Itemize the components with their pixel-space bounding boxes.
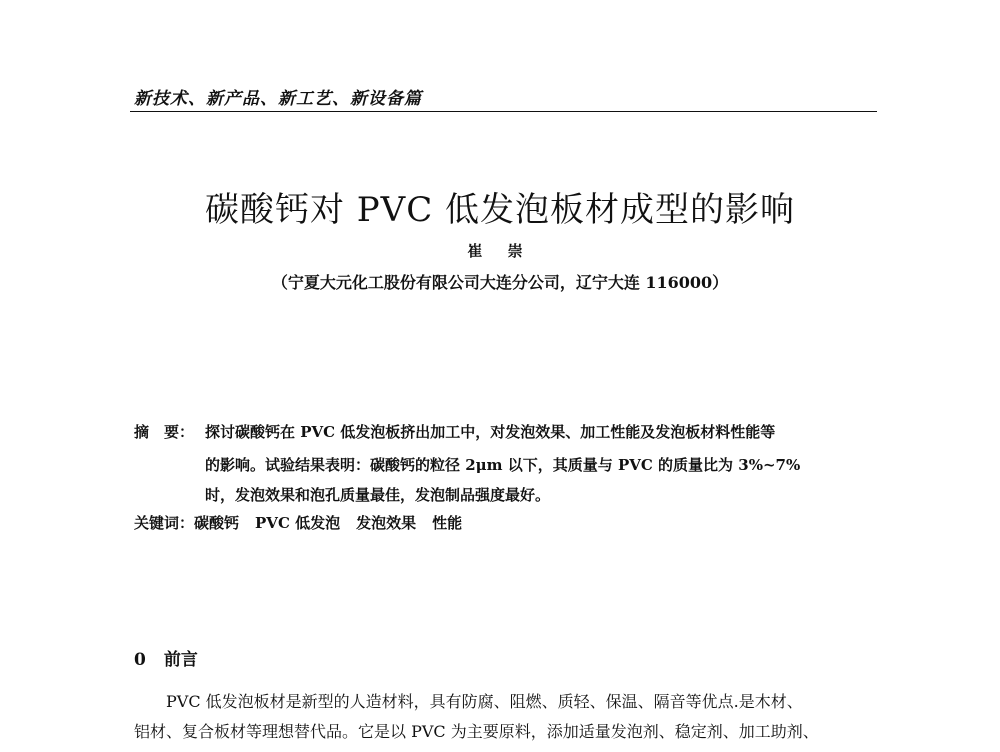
abstract-label: 摘 要： <box>134 423 195 441</box>
keywords <box>134 512 478 533</box>
article-title: 碳酸钙对 PVC 低发泡板材成型的影响 <box>204 190 796 230</box>
section-heading <box>134 645 198 670</box>
header-rule <box>130 111 877 112</box>
article-author: 崔 崇 <box>467 242 533 260</box>
abstract-line: 时，发泡效果和泡孔质量最佳，发泡制品强度最好。 <box>205 486 551 504</box>
section-number: 0 <box>134 650 146 670</box>
keyword: PVC 低发泡 <box>255 514 341 532</box>
running-header: 新技术、新产品、新工艺、新设备篇 <box>134 89 422 109</box>
abstract-line: 探讨碳酸钙在 PVC 低发泡板挤出加工中，对发泡效果、加工性能及发泡板材料性能等 <box>205 423 776 441</box>
body-line: PVC 低发泡板材是新型的人造材料，具有防腐、阻燃、质轻、保温、隔音等优点.是木材、 <box>166 692 803 711</box>
keywords-label: 关键词： <box>134 514 195 532</box>
section-title: 前言 <box>163 650 198 670</box>
article-affiliation: （宁夏大元化工股份有限公司大连分公司，辽宁大连 116000） <box>271 273 729 292</box>
keyword: 发泡效果 <box>356 514 417 532</box>
keyword: 性能 <box>432 514 463 532</box>
abstract-line: 的影响。试验结果表明：碳酸钙的粒径 2μm 以下，其质量与 PVC 的质量比为 3%~7% <box>205 456 801 474</box>
keyword: 碳酸钙 <box>194 514 240 532</box>
body-line: 铝材、复合板材等理想替代品。它是以 PVC 为主要原料，添加适量发泡剂、稳定剂、加工助剂、 <box>134 722 819 741</box>
